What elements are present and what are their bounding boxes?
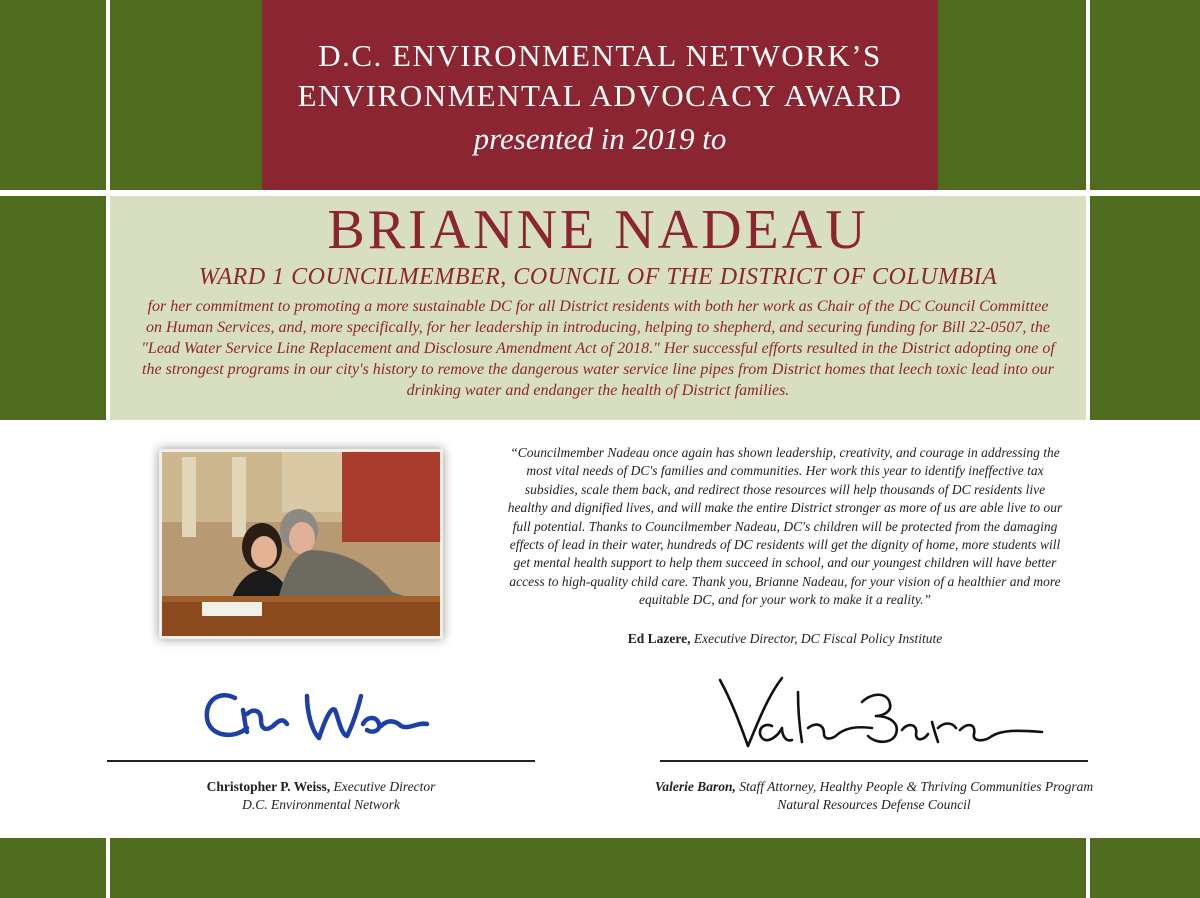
recipient-photo: [162, 452, 440, 636]
signer-right-role: Staff Attorney, Healthy People & Thriving Communities Program: [739, 779, 1094, 794]
frame-block-bottom-middle: [110, 838, 1086, 898]
signer-left-org: D.C. Environmental Network: [242, 797, 400, 812]
header-line-award: ENVIRONMENTAL ADVOCACY AWARD: [297, 78, 903, 113]
award-citation: for her commitment to promoting a more sustainable DC for all District residents with both her work as Chair of the DC Council Committee on Human Services, and, more specifically, for her leadership in introducing, helping to shepherd, and securing funding for Bill 22-0507, the "Lead Water Service Line Replacement and Disclosure Amendment Act of 2018." Her successful efforts resulted in the District adopting one of the strongest programs in our city's history to remove the dangerous water service line pipes from District homes that leech toxic lead into our drinking water and endanger the health of District families.: [141, 298, 1055, 399]
frame-block-mid-right: [1090, 196, 1200, 420]
testimonial-attribution: [505, 631, 1065, 647]
header-line-presented: presented in 2019 to: [473, 121, 727, 156]
recipient-name: BRIANNE NADEAU: [327, 199, 869, 261]
frame-block-bottom-right: [1090, 838, 1200, 898]
testimonial-author: Ed Lazere,: [627, 631, 691, 646]
signer-right: [620, 778, 1128, 814]
frame-block-top-left: [0, 0, 106, 190]
header-line-organization: D.C. ENVIRONMENTAL NETWORK’S: [318, 38, 882, 73]
frame-block-top-inner-right: [938, 0, 1086, 190]
signer-left-name: Christopher P. Weiss,: [206, 779, 331, 794]
signature-line-left: [107, 760, 535, 762]
award-header: [262, 0, 938, 190]
signer-left: [107, 778, 535, 814]
signature-christopher-weiss: [195, 680, 445, 750]
signature-valerie-baron: [712, 672, 1052, 756]
signer-right-name: Valerie Baron,: [654, 779, 736, 794]
recipient-title: WARD 1 COUNCILMEMBER, COUNCIL OF THE DISTRICT OF COLUMBIA: [198, 264, 998, 290]
signature-line-right: [660, 760, 1088, 762]
frame-block-mid-left: [0, 196, 106, 420]
signer-right-org: Natural Resources Defense Council: [777, 797, 971, 812]
frame-block-top-inner-left: [110, 0, 262, 190]
testimonial-quote: “Councilmember Nadeau once again has shown leadership, creativity, and courage in addressing the most vital needs of DC's families and communities. Her work this year to identify ineffective tax subsidies, scale them back, and redirect those resources will help thousands of DC residents live healthy and dignified lives, and will make the entire District stronger as more of us are able live to our full potential. Thanks to Councilmember Nadeau, DC's children will be protected from the damaging effects of lead in their water, hundreds of DC residents will get the dignity of home, more students will get mental health support to help them succeed in school, and our youngest children will have better access to high-quality child care. Thank you, Brianne Nadeau, for your vision of a healthier and more equitable DC, and for your work to make it a reality.”: [507, 445, 1063, 608]
testimonial-author-role: Executive Director, DC Fiscal Policy Institute: [693, 631, 943, 646]
frame-block-top-right: [1090, 0, 1200, 190]
photo-illustration: [162, 452, 440, 636]
recipient-band: [110, 196, 1086, 420]
signer-left-role: Executive Director: [333, 779, 436, 794]
frame-block-bottom-left: [0, 838, 106, 898]
